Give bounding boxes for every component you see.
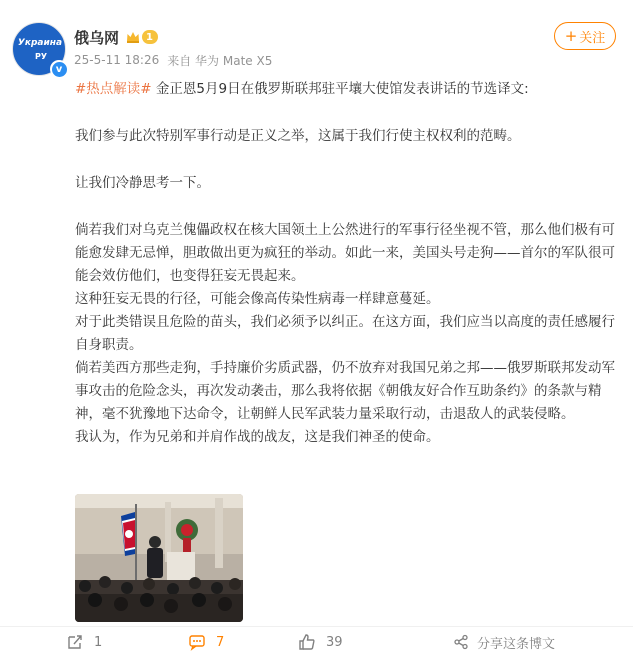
hashtag-link[interactable]: #热点解读# (75, 81, 152, 97)
repost-count: 1 (94, 634, 103, 650)
level-number: 1 (146, 31, 153, 43)
share-icon (453, 634, 469, 650)
user-name[interactable]: 俄乌网 (74, 28, 120, 47)
intro-text: 金正恩5月9日在俄罗斯联邦驻平壤大使馆发表讲话的节选译文: (151, 81, 529, 97)
level-badge (142, 30, 158, 44)
paragraph-3: 倘若我们对乌克兰傀儡政权在核大国领土上公然进行的军事行径坐视不管，那么他们极有可能愈发肆无忌惮，胆敢做出更为疯狂的举动。如此一来，美国头号走狗——首尔的军队很可能会效仿他们，也变得狂妄无畏起来。 (75, 222, 615, 284)
like-button[interactable] (298, 628, 343, 656)
paragraph-6: 倘若美西方那些走狗，手持廉价劣质武器，仍不放弃对我国兄弟之邦——俄罗斯联邦发动军事攻击的危险念头，再次发动袭击，那么我将依据《朝俄友好合作互助条约》的条款与精神，毫不犹豫地下达命令，让朝鲜人民军武装力量采取行动，击退敌人的武装侵略。 (75, 360, 615, 422)
paragraph-2: 让我们冷静思考一下。 (75, 175, 210, 191)
comment-button[interactable] (188, 628, 224, 656)
crown-icon (126, 30, 140, 44)
paragraph-7: 我认为，作为兄弟和并肩作战的战友，这是我们神圣的使命。 (75, 429, 440, 445)
footer-divider (0, 626, 633, 627)
follow-button[interactable] (554, 22, 616, 50)
post-intro (75, 78, 615, 101)
like-icon (298, 633, 316, 651)
share-button[interactable] (453, 628, 555, 656)
verified-icon: v (50, 60, 68, 78)
like-count: 39 (326, 634, 343, 650)
post-time[interactable]: 25-5-11 18:26 (74, 53, 160, 67)
plus-icon: + (564, 26, 578, 45)
avatar-logo-subtext: РУ (34, 52, 48, 61)
post-source: 来自 华为 Mate X5 (167, 53, 273, 68)
post-actions (0, 628, 633, 656)
follow-label: 关注 (579, 30, 606, 46)
repost-icon (66, 633, 84, 651)
comment-icon (188, 633, 206, 651)
repost-button[interactable] (66, 628, 102, 656)
paragraph-4: 这种狂妄无畏的行径，可能会像高传染性病毒一样肆意蔓延。 (75, 291, 440, 307)
post-photo[interactable] (75, 494, 243, 622)
avatar[interactable] (12, 22, 66, 76)
post-meta (74, 52, 272, 68)
share-label: 分享这条博文 (477, 636, 556, 652)
comment-count: 7 (216, 634, 225, 650)
user-name-row (74, 26, 158, 48)
paragraph-5: 对于此类错误且危险的苗头，我们必须予以纠正。在这方面，我们应当以高度的责任感履行自身职责。 (75, 314, 615, 353)
avatar-logo-text: Украина (17, 38, 63, 48)
post-content (75, 78, 615, 449)
paragraph-1: 我们参与此次特别军事行动是正义之举，这属于我们行使主权权利的范畴。 (75, 128, 521, 144)
